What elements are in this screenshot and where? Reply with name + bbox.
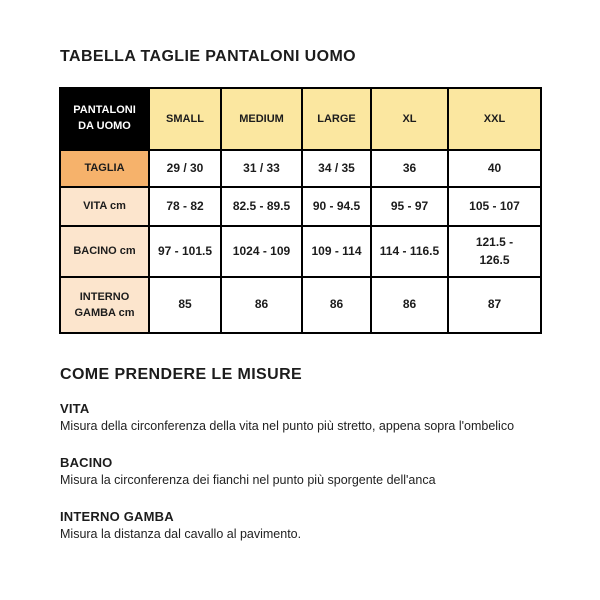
size-table [59,87,542,334]
row-label-bacino: BACINO cm [60,226,149,277]
measure-item-vita [59,401,579,434]
table-row-taglia [60,150,541,187]
measure-item-interno-gamba [59,509,579,542]
cell-bacino-medium: 1024 - 109 [221,226,302,277]
column-header-medium: MEDIUM [221,88,302,150]
measure-label-vita: VITA [60,401,90,416]
page-title: TABELLA TAGLIE PANTALONI UOMO [60,48,357,65]
cell-interno-xxl: 87 [448,277,541,333]
table-corner-label: PANTALONI DA UOMO [60,88,149,150]
measure-description-interno-gamba: Misura la distanza dal cavallo al pavimento. [60,527,302,541]
cell-interno-medium: 86 [221,277,302,333]
cell-taglia-small: 29 / 30 [149,150,221,187]
cell-vita-small: 78 - 82 [149,187,221,226]
table-row-interno-gamba [60,277,541,333]
measure-label-interno-gamba: INTERNO GAMBA [60,509,174,524]
cell-bacino-small: 97 - 101.5 [149,226,221,277]
cell-vita-medium: 82.5 - 89.5 [221,187,302,226]
cell-taglia-medium: 31 / 33 [221,150,302,187]
table-row-vita [60,187,541,226]
cell-bacino-xl: 114 - 116.5 [371,226,448,277]
cell-interno-large: 86 [302,277,371,333]
measure-description-bacino: Misura la circonferenza dei fianchi nel punto più sporgente dell'anca [60,473,436,487]
cell-interno-small: 85 [149,277,221,333]
table-row-bacino [60,226,541,277]
measure-item-bacino [59,455,579,488]
measure-label-bacino: BACINO [60,455,113,470]
measure-guide-title: COME PRENDERE LE MISURE [60,366,303,383]
column-header-xxl: XXL [448,88,541,150]
column-header-small: SMALL [149,88,221,150]
table-header-row [60,88,541,150]
row-label-vita: VITA cm [60,187,149,226]
cell-bacino-large: 109 - 114 [302,226,371,277]
cell-taglia-large: 34 / 35 [302,150,371,187]
cell-bacino-xxl: 121.5 - 126.5 [448,226,541,277]
row-label-interno-gamba: INTERNO GAMBA cm [60,277,149,333]
column-header-xl: XL [371,88,448,150]
column-header-large: LARGE [302,88,371,150]
measure-description-vita: Misura della circonferenza della vita nel punto più stretto, appena sopra l'ombelico [60,419,515,433]
cell-vita-large: 90 - 94.5 [302,187,371,226]
cell-interno-xl: 86 [371,277,448,333]
cell-vita-xxl: 105 - 107 [448,187,541,226]
cell-taglia-xxl: 40 [448,150,541,187]
row-label-taglia: TAGLIA [60,150,149,187]
cell-taglia-xl: 36 [371,150,448,187]
cell-vita-xl: 95 - 97 [371,187,448,226]
